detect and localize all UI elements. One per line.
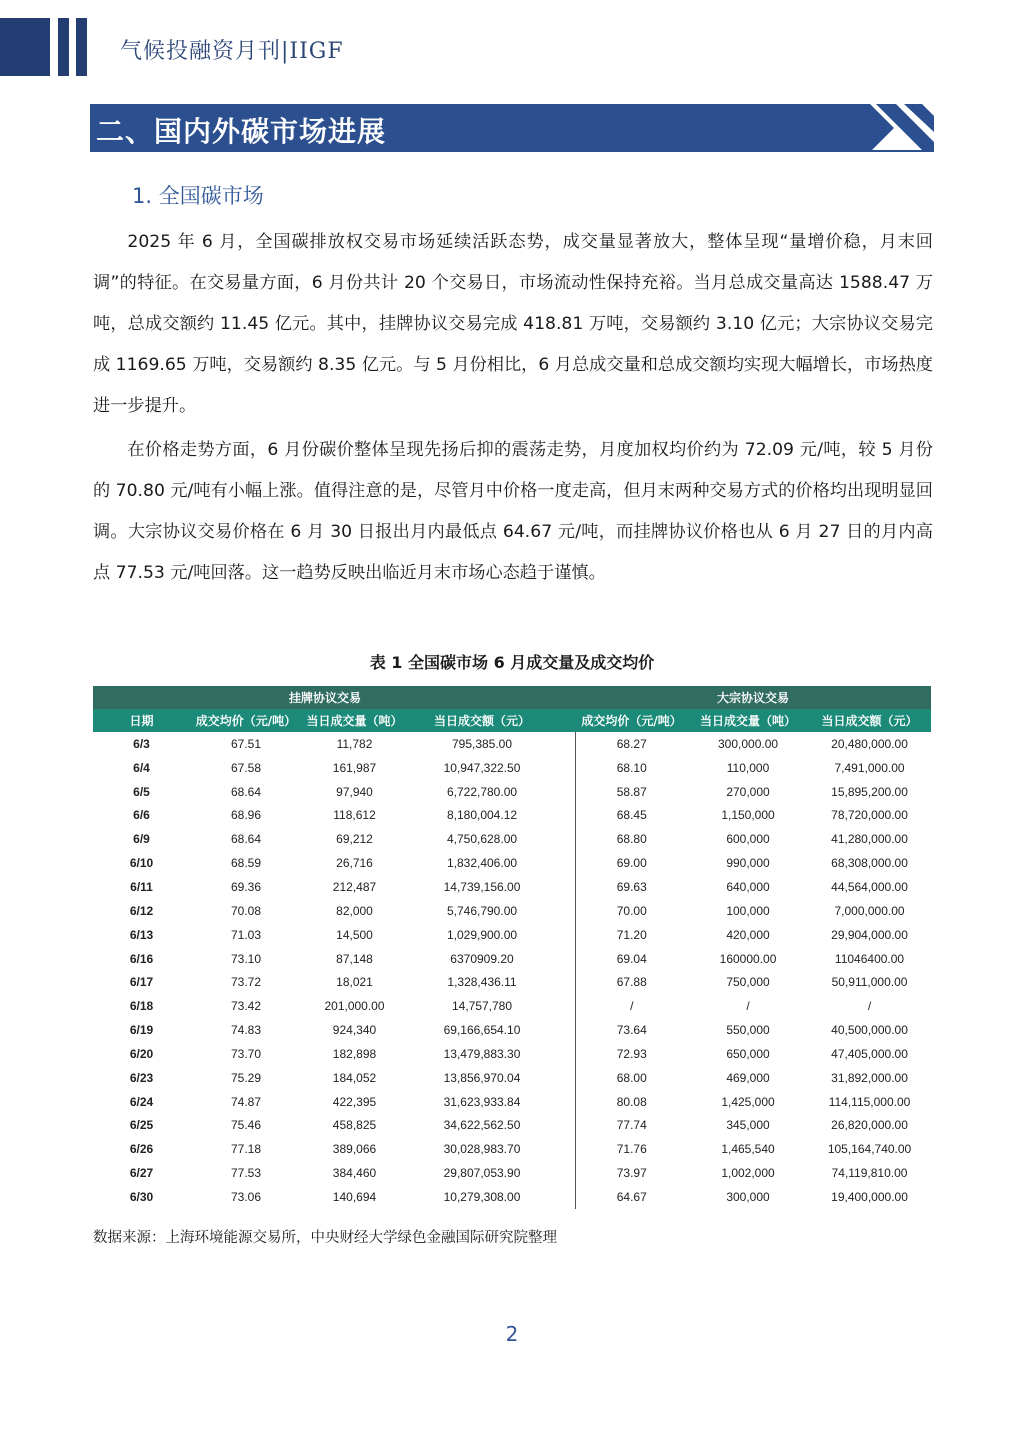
cell-block-amount: 31,892,000.00 bbox=[831, 1070, 908, 1085]
table-row bbox=[93, 780, 931, 804]
cell-listed-price: 73.72 bbox=[230, 975, 262, 990]
column-gap bbox=[557, 1161, 575, 1185]
cell-block-price: 80.08 bbox=[575, 1090, 688, 1114]
cell-listed-amount: 5,746,790.00 bbox=[446, 903, 518, 918]
cell-block-volume: 750,000 bbox=[726, 975, 770, 990]
cell-listed-volume: 924,340 bbox=[332, 1023, 377, 1038]
cell-block-volume: 270,000 bbox=[726, 784, 770, 799]
cell-date: 6/25 bbox=[129, 1118, 154, 1133]
cell-block-price: 58.87 bbox=[575, 780, 688, 804]
logo-bar-stripe bbox=[76, 18, 87, 76]
cell-block-price: 77.74 bbox=[575, 1114, 688, 1138]
cell-listed-amount: 795,385.00 bbox=[451, 736, 513, 751]
cell-listed-price: 73.42 bbox=[230, 999, 262, 1014]
table-row bbox=[93, 875, 931, 899]
table-row bbox=[93, 1090, 931, 1114]
column-gap bbox=[557, 827, 575, 851]
column-gap bbox=[557, 947, 575, 971]
cell-block-amount: 105,164,740.00 bbox=[827, 1142, 912, 1157]
cell-date: 6/17 bbox=[129, 975, 154, 990]
carbon-market-table bbox=[93, 686, 931, 1209]
cell-listed-price: 77.53 bbox=[230, 1166, 262, 1181]
cell-listed-volume: 26,716 bbox=[336, 856, 373, 871]
cell-listed-amount: 6,722,780.00 bbox=[446, 784, 518, 799]
cell-block-amount: 68,308,000.00 bbox=[831, 856, 908, 871]
cell-listed-amount: 4,750,628.00 bbox=[446, 832, 518, 847]
table-body bbox=[93, 732, 931, 1209]
section-title: 二、国内外碳市场进展 bbox=[96, 115, 387, 148]
cell-block-price: 70.00 bbox=[575, 899, 688, 923]
cell-block-amount: 15,895,200.00 bbox=[831, 784, 908, 799]
column-gap bbox=[557, 1042, 575, 1066]
cell-block-price: 69.04 bbox=[575, 947, 688, 971]
cell-listed-amount: 8,180,004.12 bbox=[446, 808, 518, 823]
cell-block-amount: 19,400,000.00 bbox=[831, 1189, 908, 1204]
cell-block-price: 69.00 bbox=[575, 851, 688, 875]
table-row bbox=[93, 947, 931, 971]
page-number: 2 bbox=[505, 1322, 519, 1346]
table-row bbox=[93, 970, 931, 994]
cell-block-price: 73.97 bbox=[575, 1161, 688, 1185]
publication-title: 气候投融资月刊|IIGF bbox=[120, 39, 344, 64]
column-gap bbox=[557, 686, 575, 709]
cell-listed-price: 75.46 bbox=[230, 1118, 262, 1133]
cell-block-amount: 40,500,000.00 bbox=[831, 1023, 908, 1038]
cell-block-volume: 650,000 bbox=[726, 1046, 770, 1061]
cell-listed-amount: 1,029,900.00 bbox=[446, 927, 518, 942]
column-gap bbox=[557, 899, 575, 923]
paragraph-price: 在价格走势方面，6 月份碳价整体呈现先扬后抑的震荡走势，月度加权均价约为 72.09 元/吨，较 5 月份的 70.80 元/吨有小幅上涨。值得注意的是，尽管月中价格一度走高，但月末两种交易方式的价格均出现明显回调。大宗协议交易价格在 6 月 30 日报出月内最低点 64.67 元/吨，而挂牌协议价格也从 6 月 27 日的月内高点 77.53 元/吨回落。这一趋势反映出临近月末市场心态趋于谨慎。 bbox=[93, 440, 933, 583]
section-banner bbox=[90, 104, 934, 152]
cell-listed-amount: 29,807,053.90 bbox=[443, 1166, 521, 1181]
cell-block-amount: / bbox=[867, 999, 872, 1014]
cell-listed-amount: 69,166,654.10 bbox=[443, 1023, 521, 1038]
cell-listed-price: 70.08 bbox=[230, 903, 262, 918]
table-row bbox=[93, 1161, 931, 1185]
cell-listed-volume: 384,460 bbox=[332, 1166, 377, 1181]
column-gap bbox=[557, 1018, 575, 1042]
cell-block-volume: 1,002,000 bbox=[721, 1166, 775, 1181]
cell-block-price: 72.93 bbox=[575, 1042, 688, 1066]
column-gap bbox=[557, 804, 575, 828]
column-header-date: 日期 bbox=[93, 709, 190, 732]
column-gap bbox=[557, 756, 575, 780]
cell-date: 6/20 bbox=[129, 1046, 154, 1061]
cell-block-volume: 469,000 bbox=[726, 1070, 770, 1085]
cell-block-price: 67.88 bbox=[575, 970, 688, 994]
cell-listed-price: 68.96 bbox=[230, 808, 262, 823]
cell-listed-amount: 10,279,308.00 bbox=[443, 1189, 521, 1204]
cell-listed-volume: 87,148 bbox=[336, 951, 373, 966]
table-row bbox=[93, 756, 931, 780]
cell-block-amount: 50,911,000.00 bbox=[831, 975, 908, 990]
cell-block-volume: 550,000 bbox=[726, 1023, 770, 1038]
table-row bbox=[93, 994, 931, 1018]
cell-block-amount: 26,820,000.00 bbox=[831, 1118, 908, 1133]
column-gap bbox=[557, 851, 575, 875]
cell-listed-price: 71.03 bbox=[230, 927, 262, 942]
cell-date: 6/3 bbox=[133, 736, 150, 751]
cell-block-price: 68.45 bbox=[575, 804, 688, 828]
column-gap bbox=[557, 1185, 575, 1209]
table-row bbox=[93, 827, 931, 851]
paragraph-volume: 2025 年 6 月，全国碳排放权交易市场延续活跃态势，成交量显著放大，整体呈现“量增价稳，月末回调”的特征。在交易量方面，6 月份共计 20 个交易日，市场流动性保持充裕。当月总成交量高达 1588.47 万吨，总成交额约 11.45 亿元。其中，挂牌协议交易完成 418.81 万吨，交易额约 3.10 亿元；大宗协议交易完成 1169.65 万吨，交易额约 8.35 亿元。与 5 月份相比，6 月总成交量和总成交额均实现大幅增长，市场热度进一步提升。 bbox=[93, 232, 933, 416]
cell-listed-amount: 13,856,970.04 bbox=[443, 1070, 521, 1085]
cell-date: 6/24 bbox=[129, 1094, 154, 1109]
cell-date: 6/18 bbox=[129, 999, 154, 1014]
table-group-header bbox=[93, 686, 931, 709]
cell-date: 6/13 bbox=[129, 927, 154, 942]
column-gap bbox=[557, 709, 575, 732]
column-header-block-volume: 当日成交量（吨） bbox=[688, 709, 808, 732]
cell-date: 6/19 bbox=[129, 1023, 154, 1038]
cell-listed-amount: 1,328,436.11 bbox=[447, 975, 517, 990]
cell-listed-amount: 14,739,156.00 bbox=[443, 879, 521, 894]
table-row bbox=[93, 732, 931, 756]
cell-listed-amount: 14,757,780 bbox=[451, 999, 513, 1014]
cell-listed-price: 68.59 bbox=[230, 856, 262, 871]
cell-block-amount: 20,480,000.00 bbox=[831, 736, 908, 751]
logo-bar-block bbox=[0, 18, 50, 76]
column-gap bbox=[557, 780, 575, 804]
cell-block-price: 68.10 bbox=[575, 756, 688, 780]
cell-listed-price: 74.83 bbox=[230, 1023, 262, 1038]
cell-listed-volume: 11,782 bbox=[336, 736, 373, 751]
column-gap bbox=[557, 970, 575, 994]
cell-listed-amount: 6370909.20 bbox=[450, 951, 514, 966]
cell-listed-price: 73.10 bbox=[230, 951, 262, 966]
subsection-heading: 1. 全国碳市场 bbox=[132, 184, 264, 208]
cell-block-volume: 420,000 bbox=[726, 927, 770, 942]
cell-block-amount: 114,115,000.00 bbox=[828, 1094, 911, 1109]
cell-listed-price: 67.51 bbox=[230, 736, 262, 751]
cell-listed-amount: 1,832,406.00 bbox=[446, 856, 518, 871]
column-gap bbox=[557, 875, 575, 899]
cell-block-amount: 78,720,000.00 bbox=[831, 808, 908, 823]
cell-block-volume: / bbox=[746, 999, 750, 1014]
cell-block-volume: 160000.00 bbox=[719, 951, 777, 966]
cell-block-price: 71.76 bbox=[575, 1137, 688, 1161]
cell-listed-volume: 14,500 bbox=[336, 927, 373, 942]
cell-block-volume: 300,000.00 bbox=[717, 736, 779, 751]
cell-date: 6/9 bbox=[133, 832, 150, 847]
column-header-listed-volume: 当日成交量（吨） bbox=[302, 709, 407, 732]
cell-listed-price: 73.06 bbox=[230, 1189, 262, 1204]
column-gap bbox=[557, 994, 575, 1018]
cell-block-volume: 640,000 bbox=[726, 879, 770, 894]
cell-date: 6/26 bbox=[129, 1142, 154, 1157]
cell-listed-volume: 140,694 bbox=[332, 1189, 377, 1204]
cell-block-price: 64.67 bbox=[575, 1185, 688, 1209]
cell-listed-volume: 389,066 bbox=[332, 1142, 377, 1157]
column-header-listed-amount: 当日成交额（元） bbox=[407, 709, 557, 732]
data-source-note: 数据来源：上海环境能源交易所，中央财经大学绿色金融国际研究院整理 bbox=[93, 1230, 557, 1246]
cell-date: 6/4 bbox=[133, 760, 150, 775]
cell-listed-volume: 422,395 bbox=[332, 1094, 377, 1109]
cell-block-price: 73.64 bbox=[575, 1018, 688, 1042]
cell-block-amount: 7,491,000.00 bbox=[834, 760, 905, 775]
column-header-block-price: 成交均价（元/吨） bbox=[575, 709, 688, 732]
cell-block-volume: 110,000 bbox=[726, 760, 770, 775]
cell-listed-price: 68.64 bbox=[230, 784, 262, 799]
cell-block-amount: 44,564,000.00 bbox=[831, 879, 908, 894]
cell-date: 6/12 bbox=[129, 903, 154, 918]
cell-listed-volume: 97,940 bbox=[336, 784, 373, 799]
cell-block-amount: 7,000,000.00 bbox=[834, 903, 905, 918]
cell-block-price: 68.27 bbox=[575, 732, 688, 756]
table-row bbox=[93, 1042, 931, 1066]
cell-listed-amount: 34,622,562.50 bbox=[443, 1118, 521, 1133]
cell-block-volume: 1,150,000 bbox=[721, 808, 775, 823]
table-row bbox=[93, 1185, 931, 1209]
table-row bbox=[93, 1066, 931, 1090]
column-gap bbox=[557, 923, 575, 947]
column-gap bbox=[557, 732, 575, 756]
cell-date: 6/27 bbox=[129, 1166, 154, 1181]
cell-block-amount: 29,904,000.00 bbox=[831, 927, 908, 942]
cell-listed-volume: 161,987 bbox=[332, 760, 377, 775]
table-row bbox=[93, 923, 931, 947]
table-row bbox=[93, 804, 931, 828]
cell-block-volume: 1,425,000 bbox=[721, 1094, 775, 1109]
cell-listed-volume: 118,612 bbox=[333, 808, 376, 823]
cell-block-price: 68.00 bbox=[575, 1066, 688, 1090]
table-row bbox=[93, 851, 931, 875]
group-header-listed: 挂牌协议交易 bbox=[93, 686, 557, 709]
cell-listed-volume: 18,021 bbox=[336, 975, 373, 990]
cell-date: 6/23 bbox=[129, 1070, 154, 1085]
cell-listed-price: 69.36 bbox=[230, 879, 262, 894]
cell-listed-price: 77.18 bbox=[230, 1142, 262, 1157]
column-gap bbox=[557, 1066, 575, 1090]
cell-date: 6/11 bbox=[130, 879, 153, 894]
cell-block-volume: 300,000 bbox=[726, 1189, 770, 1204]
cell-listed-price: 74.87 bbox=[230, 1094, 262, 1109]
cell-block-amount: 47,405,000.00 bbox=[831, 1046, 908, 1061]
cell-date: 6/30 bbox=[129, 1189, 154, 1204]
cell-listed-price: 68.64 bbox=[230, 832, 262, 847]
cell-listed-volume: 458,825 bbox=[332, 1118, 377, 1133]
cell-listed-amount: 10,947,322.50 bbox=[443, 760, 521, 775]
column-header-block-amount: 当日成交额（元） bbox=[808, 709, 931, 732]
column-gap bbox=[557, 1137, 575, 1161]
column-gap bbox=[557, 1114, 575, 1138]
table-row bbox=[93, 1114, 931, 1138]
logo-bar-stripe bbox=[58, 18, 69, 76]
table-caption: 表 1 全国碳市场 6 月成交量及成交均价 bbox=[369, 653, 655, 672]
table-row bbox=[93, 1018, 931, 1042]
cell-block-price: / bbox=[575, 994, 688, 1018]
cell-listed-amount: 31,623,933.84 bbox=[443, 1094, 521, 1109]
cell-listed-volume: 184,052 bbox=[332, 1070, 377, 1085]
cell-listed-volume: 69,212 bbox=[336, 832, 373, 847]
table-column-header bbox=[93, 709, 931, 732]
cell-listed-volume: 201,000.00 bbox=[324, 999, 385, 1014]
cell-block-price: 68.80 bbox=[575, 827, 688, 851]
cell-block-volume: 345,000 bbox=[726, 1118, 770, 1133]
cell-date: 6/10 bbox=[129, 856, 154, 871]
cell-listed-amount: 30,028,983.70 bbox=[443, 1142, 521, 1157]
column-header-listed-price: 成交均价（元/吨） bbox=[190, 709, 302, 732]
cell-listed-volume: 212,487 bbox=[332, 879, 377, 894]
table-row bbox=[93, 1137, 931, 1161]
cell-listed-price: 75.29 bbox=[230, 1070, 262, 1085]
cell-block-price: 69.63 bbox=[575, 875, 688, 899]
cell-block-amount: 74,119,810.00 bbox=[831, 1166, 908, 1181]
column-gap bbox=[557, 1090, 575, 1114]
cell-block-amount: 11046400.00 bbox=[834, 951, 905, 966]
cell-block-volume: 100,000 bbox=[726, 903, 770, 918]
cell-listed-amount: 13,479,883.30 bbox=[443, 1046, 521, 1061]
cell-block-volume: 990,000 bbox=[726, 856, 770, 871]
cell-date: 6/16 bbox=[129, 951, 154, 966]
cell-block-price: 71.20 bbox=[575, 923, 688, 947]
cell-block-volume: 1,465,540 bbox=[721, 1142, 775, 1157]
group-header-block: 大宗协议交易 bbox=[575, 686, 931, 709]
brand-logo-bars bbox=[0, 18, 96, 76]
cell-listed-price: 67.58 bbox=[230, 760, 262, 775]
cell-date: 6/5 bbox=[133, 784, 150, 799]
cell-block-amount: 41,280,000.00 bbox=[831, 832, 908, 847]
cell-listed-price: 73.70 bbox=[230, 1046, 262, 1061]
table-row bbox=[93, 899, 931, 923]
cell-block-volume: 600,000 bbox=[726, 832, 770, 847]
cell-listed-volume: 182,898 bbox=[332, 1046, 377, 1061]
cell-listed-volume: 82,000 bbox=[336, 903, 373, 918]
cell-date: 6/6 bbox=[133, 808, 150, 823]
